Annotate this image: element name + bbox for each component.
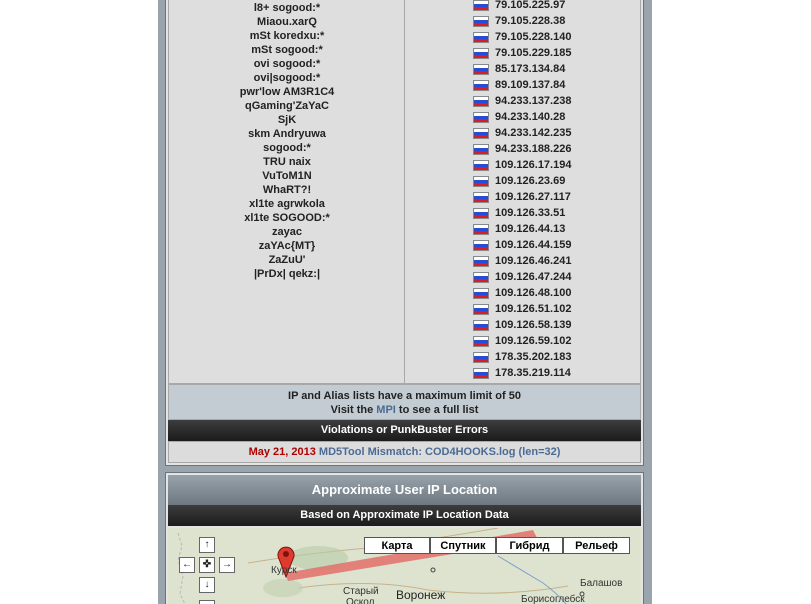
russia-flag-icon [473,208,489,219]
russia-flag-icon [473,80,489,91]
ip-row [473,205,565,221]
russia-flag-icon [473,336,489,347]
alias-item: ZaZuU' [268,254,306,266]
map-pan-left-button[interactable]: ← [179,557,195,573]
russia-flag-icon [473,128,489,139]
ip-row [473,29,571,45]
ip-address: 109.126.47.244 [495,271,572,283]
ip-address: 109.126.51.102 [495,303,572,315]
russia-flag-icon [473,96,489,107]
ip-address: 109.126.17.194 [495,159,572,171]
map-label-kursk: Курск [271,565,297,576]
alias-list [169,0,405,383]
map-pan-down-button[interactable]: ↓ [199,577,215,593]
violation-date: May 21, 2013 [248,446,316,458]
russia-flag-icon [473,112,489,123]
ip-row [473,365,571,381]
ip-address: 109.126.59.102 [495,335,572,347]
violations-header: Violations or PunkBuster Errors [168,420,641,441]
violation-row [168,441,641,463]
mpi-link[interactable]: MPI [376,404,396,416]
alias-item: pwr'low AM3R1C4 [239,86,335,98]
ip-row [473,317,571,333]
ip-address: 109.126.27.117 [495,191,571,203]
location-title: Approximate User IP Location [168,475,641,505]
russia-flag-icon [473,288,489,299]
russia-flag-icon [473,352,489,363]
ip-row [473,237,571,253]
alias-item: ovi|sogood:* [253,72,321,84]
alias-item: mSt koredxu:* [249,30,325,42]
russia-flag-icon [473,368,489,379]
map-center-icon[interactable]: ✜ [199,557,215,573]
russia-flag-icon [473,272,489,283]
limit-line-2-post: to see a full list [395,404,479,416]
ip-address: 109.126.46.241 [495,255,572,267]
map-label-balashov: Балашов [580,578,623,589]
alias-item: sogood:* [263,142,311,154]
limit-line-2-pre: Visit the [330,404,377,416]
ip-row [473,189,571,205]
alias-item: Miaou.xarQ [257,16,317,28]
ip-row [473,173,565,189]
limit-notice [168,384,641,420]
russia-flag-icon [473,256,489,267]
ip-address: 79.105.228.140 [495,31,572,43]
ip-address: 79.105.228.38 [495,15,566,27]
alias-item: xl1te agrwkola [249,198,325,210]
map-label-stary-oskol-1: Старый [343,586,379,597]
ip-row [473,253,571,269]
alias-item: TRU naix [263,156,311,168]
russia-flag-icon [473,16,489,27]
alias-item: mSt sogood:* [251,44,323,56]
ip-address: 89.109.137.84 [495,79,566,91]
map-type-satellite-button[interactable]: Спутник [430,537,496,554]
russia-flag-icon [473,160,489,171]
russia-flag-icon [473,176,489,187]
map-label-stary-oskol-2: Оскол [346,597,375,604]
ip-row [473,141,571,157]
violation-text[interactable]: MD5Tool Mismatch: COD4HOOKS.log (len=32) [318,446,561,458]
alias-item: skm Andryuwa [248,128,326,140]
alias-item: xl1te SOGOOD:* [244,212,330,224]
ip-row [473,61,565,77]
ip-row [473,301,571,317]
map-type-terrain-button[interactable]: Рельеф [563,537,630,554]
ip-row [473,45,571,61]
ip-address: 79.105.229.185 [495,47,572,59]
ip-address: 94.233.188.226 [495,143,572,155]
limit-line-1: IP and Alias lists have a maximum limit of 50 [288,390,521,402]
map-pan-right-button[interactable]: → [219,557,235,573]
ip-address: 178.35.202.183 [495,351,572,363]
russia-flag-icon [473,192,489,203]
ip-row [473,109,565,125]
ip-row [473,285,571,301]
map-type-hybrid-button[interactable]: Гибрид [496,537,563,554]
alias-item: |PrDx| qekz:| [253,268,321,280]
ip-address: 109.126.23.69 [495,175,566,187]
map-type-map-button[interactable]: Карта [364,537,430,554]
ip-address: 109.126.44.159 [495,239,572,251]
map-pan-up-button[interactable]: ↑ [199,537,215,553]
russia-flag-icon [473,240,489,251]
alias-item: qGaming'ZaYaC [245,100,329,112]
alias-item: l8+ sogood:* [253,2,321,14]
ip-row [473,93,571,109]
ip-row [473,77,565,93]
russia-flag-icon [473,224,489,235]
ip-address: 94.233.140.28 [495,111,566,123]
russia-flag-icon [473,144,489,155]
ip-address: 109.126.48.100 [495,287,572,299]
map-zoom-in-button[interactable] [199,600,215,604]
russia-flag-icon [473,48,489,59]
ip-row [473,125,571,141]
ip-row [473,349,571,365]
alias-item: zayac [272,226,302,238]
ip-address: 85.173.134.84 [495,63,566,75]
ip-address: 94.233.142.235 [495,127,572,139]
ip-address: 109.126.44.13 [495,223,566,235]
russia-flag-icon [473,320,489,331]
lists-table [168,0,641,384]
ip-row [473,221,565,237]
ip-row [473,333,571,349]
map-label-borisoglebsk: Борисоглебск [521,594,585,604]
russia-flag-icon [473,0,489,11]
ip-address: 109.126.33.51 [495,207,566,219]
ip-list [405,0,641,383]
ip-address: 94.233.137.238 [495,95,572,107]
ip-address: 109.126.58.139 [495,319,572,331]
ip-row [473,0,565,13]
map[interactable] [168,528,641,604]
location-subtitle: Based on Approximate IP Location Data [168,505,641,526]
russia-flag-icon [473,32,489,43]
alias-item: VuToM1N [262,170,312,182]
alias-item: ovi sogood:* [253,58,321,70]
ip-address: 79.105.225.97 [495,0,566,11]
limit-line-2 [169,403,640,417]
map-label-voronezh: Воронеж [396,588,446,602]
ip-row [473,157,571,173]
alias-item: WhaRT?! [262,184,312,196]
ip-address: 178.35.219.114 [495,367,571,379]
alias-item: SjK [277,114,297,126]
russia-flag-icon [473,304,489,315]
ip-row [473,13,565,29]
russia-flag-icon [473,64,489,75]
ip-row [473,269,571,285]
alias-item: zaYAc{MT} [258,240,316,252]
